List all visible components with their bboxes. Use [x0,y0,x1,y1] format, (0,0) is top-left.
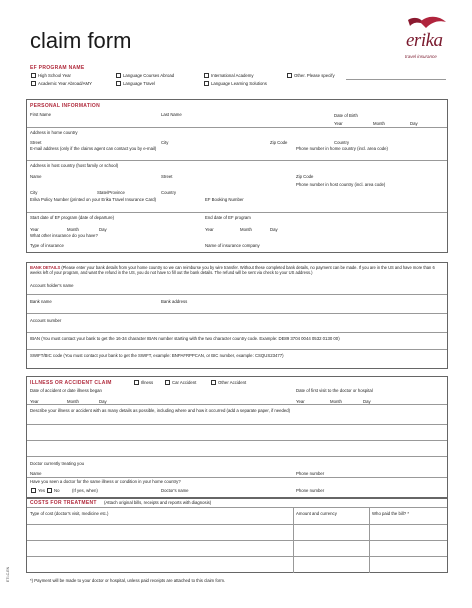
account-number-label: Account number [30,318,62,323]
phone-home-label: Phone number in home country (incl. area code) [296,146,388,151]
checkbox-academic-year[interactable] [31,81,36,86]
other-accident-label: Other Accident [218,380,247,385]
accident-month-label: Month [67,399,79,404]
car-accident-label: Car Accident [172,380,197,385]
cost-amount-header: Amount and currency [296,511,337,516]
other-insurance-label: What other insurance do you have? [30,233,98,238]
costs-box [26,497,448,573]
host-country-label: Country [161,190,177,195]
addr-host-label: Address in host country (host family or school) [30,163,119,168]
end-date-label: End date of EF program [205,215,251,220]
home-doctor-name-label: Doctor's name [161,488,189,493]
accident-day-label: Day [99,399,107,404]
dob-day-label: Day [410,121,418,126]
first-name-label: First Name [30,112,52,117]
logo-tagline: travel insurance [405,54,437,59]
account-holder-label: Account holder's name [30,283,74,288]
policy-number-label: Erika Policy Number (printed on your Erika Travel Insurance Card) [30,197,157,202]
cost-row-line[interactable] [27,556,447,557]
checkbox-other[interactable] [287,73,292,78]
dob-year-label: Year [334,121,343,126]
row-line [27,404,447,405]
host-city-label: City [30,190,38,195]
host-street-label: Street [161,174,173,179]
country-label: Country [334,140,350,145]
type-insurance-label: Type of insurance [30,243,64,248]
host-zip-label: Zip Code [296,174,314,179]
insurance-company-label: Name of insurance company [205,243,260,248]
bank-details-intro [30,265,444,276]
start-month-label: Month [67,227,79,232]
accident-year-label: Year [30,399,39,404]
seen-before-label: Have you seen a doctor for the same illness or condition in your home country? [30,479,181,484]
bank-name-label: Bank name [30,299,52,304]
start-date-label: Start date of EF program (date of departure) [30,215,115,220]
end-month-label: Month [240,227,252,232]
swift-label: SWIFT/BIC code (You must contact your bank to get the SWIFT, example: BNPAFRPPCAN, or BIC number, example: CSQUS23477) [30,353,284,358]
checkbox-language-courses[interactable] [116,73,121,78]
row-line [27,294,447,295]
dob-month-label: Month [373,121,385,126]
row-line [27,160,447,161]
no-label: No [54,488,60,493]
describe-line[interactable] [27,440,447,441]
option-label: High School Year [38,73,71,78]
option-label: International Academy [211,73,254,78]
option-label: Academic Year Abroad/AMY [38,81,92,86]
personal-info-heading: PERSONAL INFORMATION [30,103,100,109]
end-year-label: Year [205,227,214,232]
logo-wordmark: erika [406,30,443,51]
footnote: *) Payment will be made to your doctor or hospital, unless paid receipts are attached to this claim form. [30,578,226,583]
email-label: E-mail address (only if the claims agent can contact you by e-mail) [30,146,157,151]
side-form-code: ETI-C-EN [6,566,10,582]
checkbox-language-learning[interactable] [204,81,209,86]
home-doctor-phone-label: Phone number [296,488,325,493]
option-label: Other. Please specify [294,73,335,78]
bank-address-label: Bank address [161,299,188,304]
costs-heading: COSTS FOR TREATMENT [30,500,97,506]
cost-row-line[interactable] [27,540,447,541]
zip-label: Zip Code [270,140,288,145]
host-state-label: State/Province [97,190,125,195]
checkbox-other-accident[interactable] [211,380,216,385]
option-label: Language Courses Abroad [123,73,175,78]
last-name-label: Last Name [161,112,182,117]
costs-note: (Attach original bills, receipts and reports with diagnosis) [104,500,212,505]
row-line [27,349,447,350]
date-accident-label: Date of accident or date illness began [30,388,102,393]
doctor-phone-label: Phone number [296,471,325,476]
illness-heading: ILLNESS OR ACCIDENT CLAIM [30,380,112,386]
other-specify-line[interactable] [346,79,446,80]
city-label: City [161,140,169,145]
iban-label: IBAN (You must contact your bank to get the 16-34 character IBAN number starting with the two character country code. Example: DE89 3704 0044 0532 0130 00) [30,336,340,341]
describe-line[interactable] [27,424,447,425]
row-line [27,212,447,213]
addr-home-label: Address in home country [30,130,78,135]
describe-label: Describe your illness or accident with as many details as possible, including where and how it occurred (add a separate paper, if needed) [30,408,291,413]
cost-type-header: Type of cost (doctor's visit, medicine etc.) [30,511,109,516]
row-line [27,127,447,128]
checkbox-no[interactable] [47,488,52,493]
page-title: claim form [30,28,132,53]
illness-option-label: Illness [141,380,154,385]
host-name-label: Name [30,174,42,179]
row-line [27,313,447,314]
bank-details-heading: BANK DETAILS [30,265,61,270]
describe-line[interactable] [27,456,447,457]
yes-label: Yes [38,488,46,493]
phone-host-label: Phone number in host country (incl. area code) [296,182,386,187]
cost-row-line[interactable] [27,524,447,525]
checkbox-language-travel[interactable] [116,81,121,86]
row-line [27,507,447,508]
row-line [27,477,447,478]
visit-year-label: Year [296,399,305,404]
booking-number-label: EF Booking Number [205,197,244,202]
checkbox-international-academy[interactable] [204,73,209,78]
visit-month-label: Month [330,399,342,404]
option-label: Language Learning Solutions [211,81,267,86]
checkbox-car-accident[interactable] [165,380,170,385]
checkbox-high-school-year[interactable] [31,73,36,78]
date-visit-label: Date of first visit to the doctor or hospital [296,388,373,393]
row-line [27,332,447,333]
bank-details-note: (Please enter your bank details from your home country so we can reimburse you by wire transfer. Without these completed bank details, no payment can be made. If you are in the US and have more than 6 weeks left of your program, and want the refund in the US, you do not have to fill out the bank details. The refund will be sent via check to your US address.) [30,265,435,276]
checkbox-illness[interactable] [134,380,139,385]
end-day-label: Day [270,227,278,232]
cost-who-paid-header: Who paid the bill? * [372,511,410,516]
dob-label: Date of Birth [334,113,358,118]
if-yes-label: (If yes, when) [72,488,98,493]
visit-day-label: Day [363,399,371,404]
ef-program-heading: EF PROGRAM NAME [30,65,85,71]
doctor-name-label: Name [30,471,42,476]
start-year-label: Year [30,227,39,232]
start-day-label: Day [99,227,107,232]
option-label: Language Travel [123,81,156,86]
street-label: Street [30,140,42,145]
checkbox-yes[interactable] [31,488,36,493]
doctor-label: Doctor currently treating you [30,461,84,466]
